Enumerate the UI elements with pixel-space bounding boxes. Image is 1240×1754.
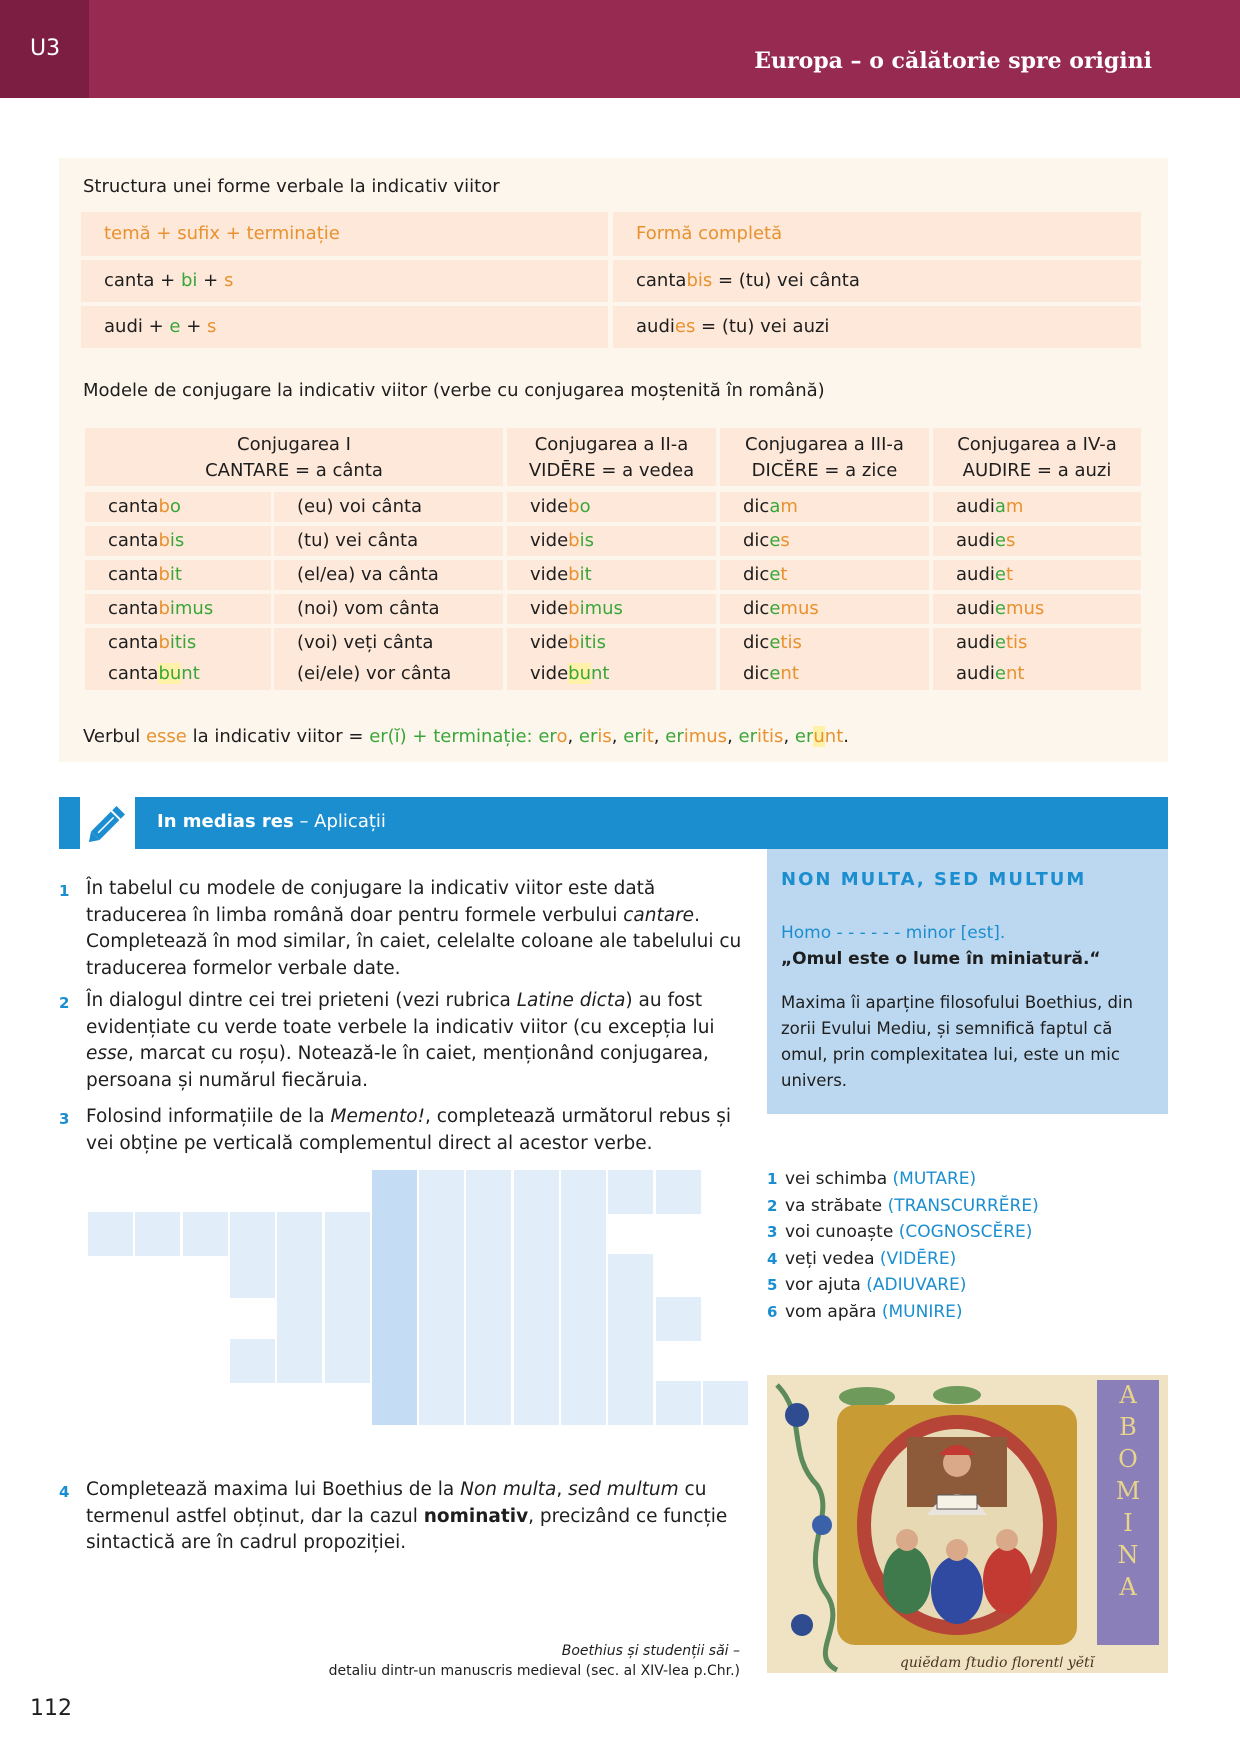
conj-cell <box>933 628 1141 690</box>
conj-cell <box>85 526 271 556</box>
crossword-key-square[interactable] <box>372 1339 417 1383</box>
crossword-square[interactable] <box>419 1297 464 1341</box>
activities-banner <box>59 797 1168 849</box>
exercise-4: 4 Completează maxima lui Boethius de la Non multa, sed multum cu termenul astfel obținut, dar la cazul nominativ, precizând ce funcție sintactică are în cadrul propoziției. <box>59 1479 728 1553</box>
crossword-square[interactable] <box>561 1339 606 1383</box>
conj-form: cantabitis <box>108 632 197 653</box>
crossword-square[interactable] <box>514 1254 559 1298</box>
crossword-square[interactable] <box>277 1254 322 1298</box>
crossword-square[interactable] <box>656 1381 701 1425</box>
crossword-square[interactable] <box>419 1170 464 1214</box>
conj-header-3: Conjugarea a III-a DICĔRE = a zice <box>720 428 929 486</box>
clue-4: 4 veți vedea (VIDĒRE) <box>767 1248 957 1269</box>
conj-form: cantabo <box>108 496 181 517</box>
conj-cell <box>274 560 503 590</box>
conj-cell <box>720 492 929 522</box>
structure-row-2-parts: audi + e + s <box>81 306 608 348</box>
crossword-square[interactable] <box>325 1254 370 1298</box>
exercise-2: 2 În dialogul dintre cei trei prieteni (vezi rubrica Latine dicta) au fost evidențiate cu verde toate verbele la indicativ viitor (cu excepția lui esse, marcat cu roșu). Notează-le în caiet, menționând conjugarea, persoana și numărul fiecăruia. <box>59 990 715 1091</box>
banner-title: In medias res – Aplicații <box>157 811 386 832</box>
conj-cell <box>720 560 929 590</box>
crossword-square[interactable] <box>325 1339 370 1383</box>
conj-cell <box>507 560 716 590</box>
conj-cell <box>720 628 929 690</box>
crossword-square[interactable] <box>325 1297 370 1341</box>
crossword-square[interactable] <box>656 1170 701 1214</box>
inscription-side-text: A B O M I N A <box>1115 1381 1141 1601</box>
crossword-square[interactable] <box>325 1212 370 1256</box>
crossword-square[interactable] <box>703 1381 748 1425</box>
conj-form: (eu) voi cânta <box>297 496 423 517</box>
models-title: Modele de conjugare la indicativ viitor (verbe cu conjugarea moștenită în română) <box>83 380 825 401</box>
crossword-square[interactable] <box>466 1297 511 1341</box>
inscription-bottom-text: quiĕdam ſtudio florentǀ yĕtĭ <box>899 1655 1095 1671</box>
esse-future-line: Verbul esse la indicativ viitor = er(ĭ) + terminație: ero, eris, erit, erimus, eritis, erunt. <box>83 726 849 747</box>
conj-form: cantabimus <box>108 598 214 619</box>
conj-cell <box>720 526 929 556</box>
crossword-key-square[interactable] <box>372 1254 417 1298</box>
conj-cell <box>933 526 1141 556</box>
conj-form: (noi) vom cânta <box>297 598 440 619</box>
crossword-square[interactable] <box>183 1212 228 1256</box>
crossword-square[interactable] <box>514 1297 559 1341</box>
crossword-square[interactable] <box>656 1297 701 1341</box>
crossword-square[interactable] <box>514 1170 559 1214</box>
clue-5: 5 vor ajuta (ADIUVARE) <box>767 1275 967 1295</box>
crossword-square[interactable] <box>277 1339 322 1383</box>
crossword-square[interactable] <box>230 1339 275 1383</box>
crossword-key-square[interactable] <box>372 1170 417 1214</box>
conj-form: dicemus <box>743 598 819 619</box>
crossword-square[interactable] <box>561 1297 606 1341</box>
crossword-square[interactable] <box>608 1297 653 1341</box>
structure-row-1-form: cantabis = (tu) vei cânta <box>613 260 1141 302</box>
crossword-key-square[interactable] <box>372 1212 417 1256</box>
maxim-description: Maxima îi aparține filosofului Boethius, din zorii Evului Mediu, și semnifică faptul că omul, prin complexitatea lui, este un mic univers. <box>781 993 1133 1090</box>
clue-1: 1 vei schimba (MUTARE) <box>767 1169 977 1189</box>
page-number: 112 <box>30 1696 72 1721</box>
conj-cell <box>85 492 271 522</box>
conj-form: audietis <box>956 632 1028 653</box>
structure-header-2: Formă completă <box>613 212 1141 256</box>
chapter-title: Europa – o călătorie spre origini <box>754 48 1152 74</box>
conj-cell <box>274 628 503 690</box>
structure-title: Structura unei forme verbale la indicativ viitor <box>83 176 500 197</box>
conj-form: audiam <box>956 496 1024 517</box>
conj-form: audiet <box>956 564 1014 585</box>
maxim-translation: „Omul este o lume în miniatură.“ <box>781 949 1101 969</box>
exercise-3: 3 Folosind informațiile de la Memento!, completează următorul rebus și vei obține pe verticală complementul direct al acestor verbe. <box>59 1106 732 1154</box>
conj-form: (ei/ele) vor cânta <box>297 663 452 684</box>
crossword-square[interactable] <box>277 1212 322 1256</box>
crossword-square[interactable] <box>561 1212 606 1256</box>
conj-cell <box>933 560 1141 590</box>
conj-form: dices <box>743 530 790 551</box>
conj-cell <box>274 492 503 522</box>
conj-form: videbunt <box>530 663 610 684</box>
conj-cell <box>85 594 271 624</box>
crossword-square[interactable] <box>561 1254 606 1298</box>
conj-cell <box>720 594 929 624</box>
crossword-key-square[interactable] <box>372 1297 417 1341</box>
conj-form: cantabit <box>108 564 182 585</box>
crossword-square[interactable] <box>466 1212 511 1256</box>
conj-cell <box>507 492 716 522</box>
conj-cell <box>507 526 716 556</box>
non-multa-title: NON MULTA, SED MULTUM <box>781 869 1087 890</box>
memento-box <box>59 158 1168 762</box>
conj-form: audiemus <box>956 598 1045 619</box>
unit-label: U3 <box>0 0 89 98</box>
crossword-square[interactable] <box>466 1381 511 1425</box>
crossword-square[interactable] <box>88 1212 133 1256</box>
non-multa-box <box>767 849 1168 1114</box>
crossword-clues <box>767 1166 1039 1325</box>
conj-form: videbis <box>530 530 594 551</box>
conj-form: (tu) vei cânta <box>297 530 419 551</box>
conj-cell <box>85 560 271 590</box>
crossword-square[interactable] <box>608 1381 653 1425</box>
clue-2: 2 va străbate (TRANSCURRĔRE) <box>767 1195 1039 1216</box>
conj-form: videbitis <box>530 632 607 653</box>
conj-form: audies <box>956 530 1016 551</box>
conj-cell <box>274 526 503 556</box>
crossword-square[interactable] <box>135 1212 180 1256</box>
crossword-key-square[interactable] <box>372 1381 417 1425</box>
page-header <box>0 0 1240 98</box>
conj-header-2: Conjugarea a II-a VIDĒRE = a vedea <box>507 428 716 486</box>
conj-cell <box>507 594 716 624</box>
crossword-square[interactable] <box>514 1212 559 1256</box>
conj-form: (voi) veți cânta <box>297 632 434 653</box>
crossword-square[interactable] <box>419 1254 464 1298</box>
structure-header-1: temă + sufix + terminație <box>81 212 608 256</box>
crossword-square[interactable] <box>466 1254 511 1298</box>
manuscript-illustration <box>767 1375 1168 1673</box>
crossword-square[interactable] <box>514 1381 559 1425</box>
conj-cell <box>507 628 716 690</box>
conj-cell <box>85 628 271 690</box>
conj-form: videbimus <box>530 598 623 619</box>
conj-form: (el/ea) va cânta <box>297 564 439 585</box>
conj-form: cantabis <box>108 530 185 551</box>
crossword-square[interactable] <box>277 1297 322 1341</box>
crossword-square[interactable] <box>608 1339 653 1383</box>
banner-icon-box <box>80 797 135 849</box>
structure-row-1-parts: canta + bi + s <box>81 260 608 302</box>
conj-cell <box>933 492 1141 522</box>
conj-header-1: Conjugarea I CANTARE = a cânta <box>85 428 503 486</box>
structure-row-2-form: audies = (tu) vei auzi <box>613 306 1141 348</box>
illustration-caption: Boethius și studenții săi – detaliu dintr-un manuscris medieval (sec. al XIV-lea p.Chr.) <box>328 1643 740 1679</box>
crossword-square[interactable] <box>230 1212 275 1256</box>
crossword-square[interactable] <box>608 1254 653 1298</box>
crossword-square[interactable] <box>466 1339 511 1383</box>
conj-form: cantabunt <box>108 663 200 684</box>
exercise-1: 1 În tabelul cu modele de conjugare la indicativ viitor este dată traducerea în limba română doar pentru formele verbului cantare. Completează în mod similar, în caiet, celelalte coloane ale tabelului cu traducerea formelor verbale date. <box>59 878 742 979</box>
crossword-square[interactable] <box>466 1170 511 1214</box>
conj-form: dicetis <box>743 632 802 653</box>
crossword-square[interactable] <box>419 1212 464 1256</box>
crossword-square[interactable] <box>230 1254 275 1298</box>
clue-6: 6 vom apăra (MUNIRE) <box>767 1301 963 1322</box>
conj-form: dicam <box>743 496 798 517</box>
conj-form: videbit <box>530 564 592 585</box>
crossword-square[interactable] <box>419 1381 464 1425</box>
crossword-square[interactable] <box>514 1339 559 1383</box>
crossword-square[interactable] <box>608 1170 653 1214</box>
crossword-square[interactable] <box>561 1170 606 1214</box>
pencil-icon <box>80 797 135 849</box>
conj-form: videbo <box>530 496 591 517</box>
conj-cell <box>274 594 503 624</box>
clue-3: 3 voi cunoaște (COGNOSCĔRE) <box>767 1222 1033 1242</box>
crossword-square[interactable] <box>561 1381 606 1425</box>
crossword-square[interactable] <box>419 1339 464 1383</box>
conj-form: dicet <box>743 564 788 585</box>
conj-cell <box>933 594 1141 624</box>
conj-header-4: Conjugarea a IV-a AUDIRE = a auzi <box>933 428 1141 486</box>
conj-form: dicent <box>743 663 799 684</box>
maxim-latin: Homo - - - - - - minor [est]. <box>781 923 1006 943</box>
conj-form: audient <box>956 663 1025 684</box>
